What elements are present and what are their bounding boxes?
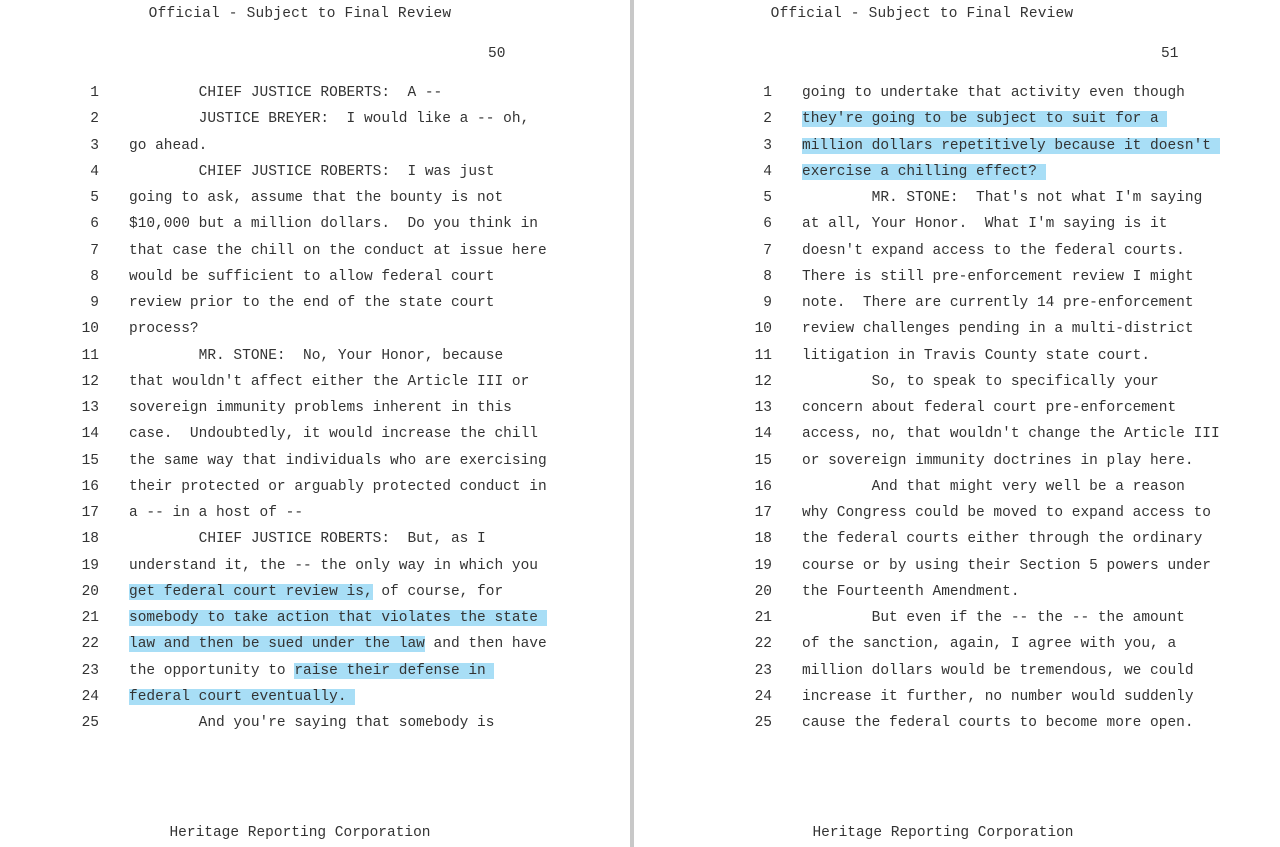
line-text — [129, 110, 529, 128]
transcript-line — [634, 347, 1280, 373]
line-text — [802, 294, 1194, 312]
line-text — [802, 583, 1020, 601]
line-number: 15 — [754, 452, 772, 469]
text-segment: going to undertake that activity even though — [802, 85, 1185, 101]
line-text — [129, 242, 547, 260]
line-text — [802, 635, 1176, 653]
line-text — [129, 635, 547, 653]
transcript-line — [0, 609, 630, 635]
line-number: 24 — [754, 688, 772, 705]
text-segment: go ahead. — [129, 137, 208, 154]
text-segment: the opportunity to — [129, 662, 295, 679]
page-header: Official - Subject to Final Review — [770, 6, 1074, 22]
transcript-line — [634, 215, 1280, 241]
line-number: 8 — [90, 268, 99, 285]
transcript-line — [0, 425, 630, 451]
line-number: 16 — [81, 478, 99, 495]
line-text — [802, 373, 1159, 391]
line-number: 9 — [90, 295, 99, 311]
line-number: 18 — [81, 531, 99, 548]
transcript-line — [0, 530, 630, 556]
text-segment: note. There are currently 14 pre-enforcement — [802, 295, 1194, 311]
line-number: 13 — [754, 400, 772, 416]
transcript-line — [634, 662, 1280, 688]
transcript-line — [634, 137, 1280, 163]
line-number: 3 — [90, 137, 99, 154]
line-number: 18 — [754, 531, 772, 548]
transcript-line — [634, 268, 1280, 294]
transcript-line — [0, 557, 630, 583]
text-segment: But even if the -- the -- the amount — [802, 610, 1185, 626]
page-header: Official - Subject to Final Review — [148, 6, 452, 22]
transcript-line — [0, 373, 630, 399]
text-segment: review challenges pending in a multi-district — [802, 321, 1194, 338]
transcript-line — [0, 662, 630, 688]
text-segment: or sovereign immunity doctrines in play here. — [802, 452, 1194, 469]
transcript-line — [634, 294, 1280, 320]
transcript-line — [634, 84, 1280, 110]
transcript-line — [0, 478, 630, 504]
transcript-line — [0, 320, 630, 346]
line-text — [129, 373, 529, 391]
transcript-line — [634, 163, 1280, 189]
line-text — [129, 189, 503, 207]
line-text — [802, 347, 1150, 365]
line-number: 2 — [90, 111, 99, 128]
text-segment: And you're saying that somebody is — [129, 715, 495, 731]
line-text — [802, 452, 1194, 470]
line-number: 22 — [81, 636, 99, 653]
transcript-line — [0, 268, 630, 294]
transcript-line — [0, 688, 630, 714]
line-text — [129, 215, 538, 233]
text-segment: increase it further, no number would suddenly — [802, 688, 1194, 705]
transcript-lines — [634, 84, 1280, 740]
page-number: 51 — [1161, 46, 1179, 62]
line-number: 9 — [763, 295, 772, 311]
line-text — [802, 557, 1211, 575]
transcript-line — [634, 609, 1280, 635]
line-text — [802, 688, 1194, 706]
transcript-line — [0, 242, 630, 268]
line-number: 20 — [81, 583, 99, 600]
text-segment: their protected or arguably protected conduct in — [129, 478, 547, 495]
line-text — [802, 189, 1202, 207]
line-number: 22 — [754, 636, 772, 653]
text-segment: would be sufficient to allow federal court — [129, 268, 495, 285]
text-segment: course or by using their Section 5 powers under — [802, 557, 1211, 574]
text-segment: MR. STONE: No, Your Honor, because — [129, 347, 504, 364]
line-text — [129, 425, 538, 443]
line-text — [129, 714, 494, 732]
text-segment: that case the chill on the conduct at issue here — [129, 242, 547, 259]
text-segment: of the sanction, again, I agree with you, a — [802, 636, 1177, 653]
line-text — [129, 452, 547, 470]
line-number: 6 — [763, 216, 772, 233]
line-text — [129, 137, 207, 155]
text-segment: CHIEF JUSTICE ROBERTS: But, as I — [129, 531, 486, 548]
highlighted-text: raise their defense in — [294, 662, 495, 679]
line-number: 7 — [90, 242, 99, 259]
line-number: 3 — [763, 137, 772, 154]
line-number: 5 — [763, 190, 772, 206]
text-segment: a -- in a host of -- — [129, 505, 304, 521]
line-text — [129, 557, 538, 575]
transcript-line — [0, 399, 630, 425]
line-number: 19 — [81, 557, 99, 574]
text-segment: of course, for — [372, 583, 504, 600]
transcript-line — [634, 688, 1280, 714]
transcript-line — [0, 635, 630, 661]
transcript-line — [634, 373, 1280, 399]
line-number: 1 — [90, 85, 99, 101]
line-number: 10 — [754, 321, 772, 338]
line-text — [802, 268, 1194, 286]
transcript-line — [634, 504, 1280, 530]
highlighted-text: get federal court review is, — [129, 583, 373, 600]
line-text — [129, 84, 442, 102]
line-number: 17 — [754, 505, 772, 521]
transcript-line — [634, 242, 1280, 268]
text-segment: JUSTICE BREYER: I would like a -- oh, — [129, 111, 530, 128]
transcript-line — [634, 530, 1280, 556]
text-segment: million dollars would be tremendous, we could — [802, 662, 1194, 679]
transcript-line — [0, 110, 630, 136]
highlighted-text: million dollars repetitively because it doesn't — [802, 137, 1220, 154]
text-segment: going to ask, assume that the bounty is not — [129, 190, 504, 206]
transcript-line — [0, 452, 630, 478]
line-text — [129, 583, 503, 601]
transcript-line — [634, 452, 1280, 478]
text-segment: the Fourteenth Amendment. — [802, 583, 1020, 600]
transcript-line — [0, 504, 630, 530]
line-number: 4 — [90, 163, 99, 180]
line-text — [129, 504, 303, 522]
line-number: 13 — [81, 400, 99, 416]
text-segment: litigation in Travis County state court. — [802, 347, 1151, 364]
page-number: 50 — [488, 46, 506, 62]
line-text — [802, 320, 1194, 338]
line-text — [129, 478, 547, 496]
line-number: 12 — [754, 373, 772, 390]
line-number: 25 — [754, 715, 772, 731]
line-number: 15 — [81, 452, 99, 469]
text-segment: that wouldn't affect either the Article III or — [129, 373, 530, 390]
line-text — [129, 268, 494, 286]
text-segment: And that might very well be a reason — [802, 478, 1185, 495]
transcript-line — [634, 478, 1280, 504]
line-number: 16 — [754, 478, 772, 495]
line-text — [802, 137, 1220, 155]
text-segment: $10,000 but a million dollars. Do you think in — [129, 216, 538, 233]
line-text — [802, 609, 1185, 627]
text-segment: access, no, that wouldn't change the Article III — [802, 426, 1220, 443]
line-text — [802, 662, 1194, 680]
text-segment: and then have — [424, 636, 547, 653]
text-segment: CHIEF JUSTICE ROBERTS: I was just — [129, 163, 495, 180]
line-text — [802, 530, 1202, 548]
text-segment: understand it, the -- the only way in which you — [129, 557, 538, 574]
transcript-line — [0, 583, 630, 609]
line-text — [129, 320, 199, 338]
line-number: 8 — [763, 268, 772, 285]
line-number: 20 — [754, 583, 772, 600]
line-number: 6 — [90, 216, 99, 233]
line-number: 21 — [81, 610, 99, 626]
text-segment: the federal courts either through the ordinary — [802, 531, 1203, 548]
line-text — [802, 504, 1211, 522]
line-text — [129, 609, 547, 627]
text-segment: case. Undoubtedly, it would increase the chill — [129, 426, 538, 443]
transcript-line — [0, 189, 630, 215]
transcript-line — [634, 110, 1280, 136]
transcript-line — [0, 163, 630, 189]
transcript-page-50 — [0, 0, 630, 847]
transcript-line — [634, 320, 1280, 346]
line-number: 19 — [754, 557, 772, 574]
transcript-line — [634, 425, 1280, 451]
line-number: 11 — [754, 347, 772, 364]
transcript-line — [634, 583, 1280, 609]
transcript-line — [0, 137, 630, 163]
line-number: 10 — [81, 321, 99, 338]
text-segment: the same way that individuals who are exercising — [129, 452, 547, 469]
transcript-line — [634, 189, 1280, 215]
line-text — [802, 399, 1176, 417]
line-number: 25 — [81, 715, 99, 731]
line-number: 4 — [763, 163, 772, 180]
transcript-page-51 — [634, 0, 1280, 847]
line-text — [802, 425, 1220, 443]
line-text — [129, 399, 512, 417]
transcript-line — [0, 294, 630, 320]
page-footer: Heritage Reporting Corporation — [169, 825, 431, 841]
line-number: 7 — [763, 242, 772, 259]
highlighted-text: somebody to take action that violates the state — [129, 610, 547, 626]
text-segment: concern about federal court pre-enforcement — [802, 400, 1177, 416]
line-number: 17 — [81, 505, 99, 521]
line-text — [129, 530, 486, 548]
text-segment: sovereign immunity problems inherent in this — [129, 400, 512, 416]
line-text — [802, 215, 1167, 233]
line-number: 14 — [81, 426, 99, 443]
line-number: 1 — [763, 85, 772, 101]
line-text — [129, 347, 503, 365]
transcript-line — [0, 714, 630, 740]
transcript-lines — [0, 84, 630, 740]
text-segment: So, to speak to specifically your — [802, 373, 1159, 390]
line-text — [802, 110, 1167, 128]
line-text — [802, 84, 1185, 102]
line-number: 12 — [81, 373, 99, 390]
line-text — [802, 163, 1046, 181]
highlighted-text: federal court eventually. — [129, 688, 356, 705]
transcript-line — [634, 399, 1280, 425]
line-number: 24 — [81, 688, 99, 705]
text-segment: There is still pre-enforcement review I might — [802, 268, 1194, 285]
line-number: 5 — [90, 190, 99, 206]
line-text — [129, 294, 494, 312]
transcript-line — [634, 714, 1280, 740]
transcript-line — [634, 557, 1280, 583]
transcript-line — [0, 215, 630, 241]
line-text — [802, 714, 1194, 732]
line-number: 23 — [81, 662, 99, 679]
text-segment: review prior to the end of the state court — [129, 295, 495, 311]
line-text — [802, 242, 1185, 260]
line-text — [129, 662, 494, 680]
highlighted-text: exercise a chilling effect? — [802, 163, 1046, 180]
line-number: 23 — [754, 662, 772, 679]
line-text — [129, 163, 494, 181]
text-segment: CHIEF JUSTICE ROBERTS: A -- — [129, 85, 443, 101]
line-text — [129, 688, 355, 706]
text-segment: why Congress could be moved to expand access to — [802, 505, 1211, 521]
page-footer: Heritage Reporting Corporation — [812, 825, 1074, 841]
text-segment: at all, Your Honor. What I'm saying is it — [802, 216, 1168, 233]
line-number: 2 — [763, 111, 772, 128]
line-number: 14 — [754, 426, 772, 443]
line-number: 11 — [81, 347, 99, 364]
transcript-line — [0, 84, 630, 110]
highlighted-text: they're going to be subject to suit for a — [802, 111, 1168, 128]
line-text — [802, 478, 1185, 496]
highlighted-text: law and then be sued under the law — [129, 636, 425, 653]
text-segment: cause the federal courts to become more open. — [802, 715, 1194, 731]
transcript-line — [0, 347, 630, 373]
text-segment: process? — [129, 321, 199, 338]
transcript-line — [634, 635, 1280, 661]
text-segment: MR. STONE: That's not what I'm saying — [802, 190, 1203, 206]
text-segment: doesn't expand access to the federal courts. — [802, 242, 1185, 259]
line-number: 21 — [754, 610, 772, 626]
